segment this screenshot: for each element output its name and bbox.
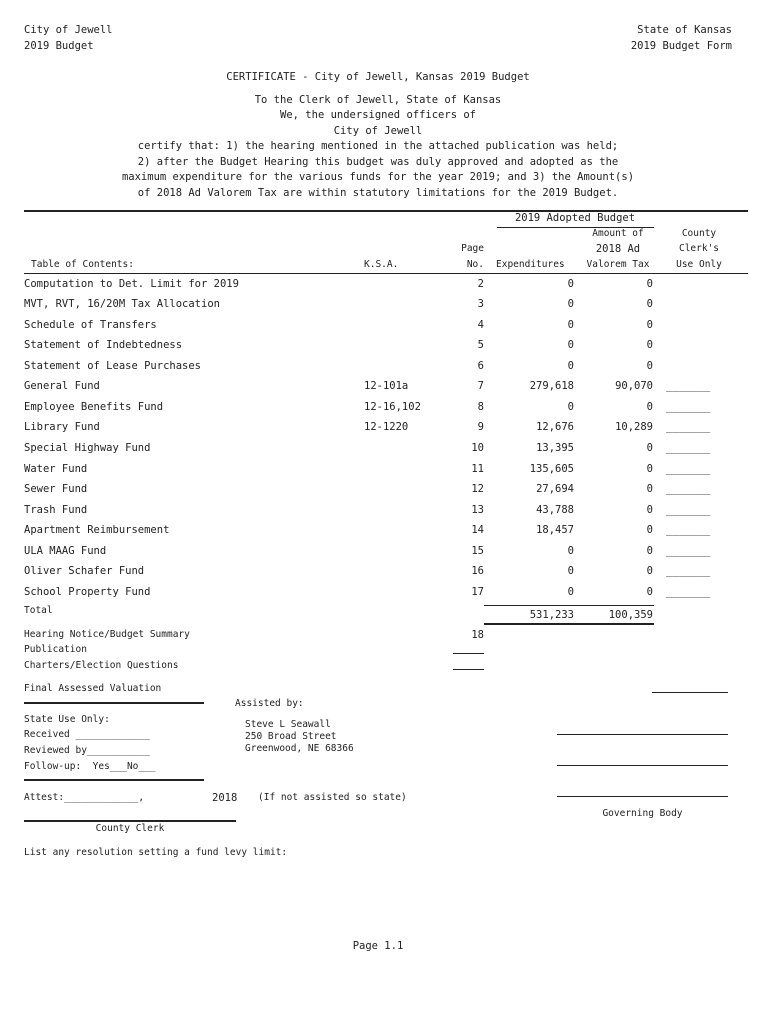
row-tax: 0 — [646, 360, 653, 372]
total-tax: 100,359 — [608, 609, 653, 621]
col-tax-header: Amount of — [592, 228, 644, 239]
row-exp: 0 — [567, 319, 574, 331]
attest-note: (If not assisted so state) — [258, 792, 407, 803]
county-clerk-rule — [24, 820, 236, 822]
certificate-title: CERTIFICATE - City of Jewell, Kansas 2019 Budget — [226, 71, 530, 83]
followup-field[interactable]: Follow-up: Yes___No___ — [24, 761, 156, 772]
county-clerk-label: County Clerk — [95, 823, 165, 834]
row-tax: 0 — [646, 401, 653, 413]
assistant-address2: Greenwood, NE 68366 — [245, 743, 354, 754]
row-clerk: _______ — [666, 524, 711, 536]
certificate-line: maximum expenditure for the various funds for the year 2019; and 3) the Amount(s) — [121, 171, 635, 183]
hearing-notice-label: Hearing Notice/Budget Summary — [24, 629, 190, 640]
row-clerk: _______ — [666, 504, 711, 516]
col-page-header: No. — [466, 259, 484, 270]
row-page: 8 — [477, 401, 484, 413]
row-tax: 0 — [646, 463, 653, 475]
row-clerk: _______ — [666, 442, 711, 454]
row-page: 3 — [477, 298, 484, 310]
row-exp: 0 — [567, 586, 574, 598]
col-county-header: Use Only — [676, 259, 722, 270]
row-tax: 0 — [646, 545, 653, 557]
received-field[interactable]: Received _____________ — [24, 729, 150, 740]
certificate-line: City of Jewell — [333, 125, 423, 137]
row-clerk: _______ — [666, 401, 711, 413]
row-exp: 27,694 — [536, 483, 574, 495]
row-clerk: _______ — [666, 421, 711, 433]
table-row — [0, 381, 770, 395]
table-row — [0, 340, 770, 354]
col-page-header: Page — [461, 243, 484, 254]
row-ksa: 12-101a — [364, 380, 409, 392]
row-exp: 0 — [567, 545, 574, 557]
row-name: Special Highway Fund — [24, 442, 151, 454]
table-row — [0, 464, 770, 478]
row-tax: 0 — [646, 319, 653, 331]
header-city: City of Jewell — [24, 24, 113, 36]
header-budget-year: 2019 Budget — [24, 40, 94, 52]
row-page: 10 — [471, 442, 484, 454]
row-clerk: _______ — [666, 565, 711, 577]
col-tax-header: 2018 Ad — [595, 243, 641, 255]
row-name: Sewer Fund — [24, 483, 88, 495]
row-ksa: 12-16,102 — [364, 401, 421, 413]
table-row — [0, 299, 770, 313]
row-name: ULA MAAG Fund — [24, 545, 107, 557]
table-row — [0, 505, 770, 519]
certificate-line: To the Clerk of Jewell, State of Kansas — [254, 94, 502, 106]
table-row — [0, 402, 770, 416]
row-exp: 0 — [567, 401, 574, 413]
row-tax: 0 — [646, 442, 653, 454]
row-tax: 0 — [646, 483, 653, 495]
row-name: Oliver Schafer Fund — [24, 565, 145, 577]
table-row — [0, 566, 770, 580]
row-page: 13 — [471, 504, 484, 516]
row-clerk: _______ — [666, 483, 711, 495]
total-top-rule — [484, 605, 654, 606]
charters-blank[interactable] — [453, 669, 484, 670]
table-row — [0, 361, 770, 375]
certificate-line: 2) after the Budget Hearing this budget was duly approved and adopted as the — [137, 156, 619, 168]
attest-year: 2018 — [212, 792, 238, 804]
assistant-address1: 250 Broad Street — [245, 731, 337, 742]
reviewed-field[interactable]: Reviewed by___________ — [24, 745, 150, 756]
table-row — [0, 546, 770, 560]
state-use-title: State Use Only: — [24, 714, 110, 725]
certificate-line: We, the undersigned officers of — [280, 109, 476, 121]
row-name: Water Fund — [24, 463, 88, 475]
total-label: Total — [24, 605, 53, 616]
row-tax: 0 — [646, 565, 653, 577]
row-clerk: _______ — [666, 380, 711, 392]
row-tax: 0 — [646, 504, 653, 516]
governing-signature-line[interactable] — [557, 734, 728, 735]
page-number: Page 1.1 — [352, 940, 404, 952]
row-page: 12 — [471, 483, 484, 495]
col-county-header: County — [681, 228, 717, 239]
row-exp: 0 — [567, 278, 574, 290]
row-name: Schedule of Transfers — [24, 319, 157, 331]
row-name: MVT, RVT, 16/20M Tax Allocation — [24, 298, 220, 310]
row-exp: 0 — [567, 339, 574, 351]
charters-label: Charters/Election Questions — [24, 660, 179, 671]
resolution-label: List any resolution setting a fund levy limit: — [24, 847, 288, 858]
row-ksa: 12-1220 — [364, 421, 409, 433]
table-row — [0, 443, 770, 457]
col-county-header: Clerk's — [678, 243, 720, 254]
col-ksa-header: K.S.A. — [364, 259, 399, 270]
governing-signature-line[interactable] — [557, 796, 728, 797]
table-row — [0, 422, 770, 436]
table-row — [0, 484, 770, 498]
row-page: 11 — [471, 463, 484, 475]
row-tax: 90,070 — [615, 380, 653, 392]
assistant-name: Steve L Seawall — [245, 719, 331, 730]
state-use-bottom-rule — [24, 779, 204, 781]
certificate-line: of 2018 Ad Valorem Tax are within statutory limitations for the 2019 Budget. — [137, 187, 619, 199]
publication-blank[interactable] — [453, 653, 484, 654]
col-toc-header: Table of Contents: — [31, 259, 134, 270]
row-name: Library Fund — [24, 421, 100, 433]
table-top-rule — [24, 210, 748, 212]
row-clerk: _______ — [666, 545, 711, 557]
row-name: Statement of Indebtedness — [24, 339, 183, 351]
governing-body-label: Governing Body — [602, 808, 683, 819]
row-exp: 0 — [567, 360, 574, 372]
row-tax: 0 — [646, 339, 653, 351]
final-valuation-blank[interactable] — [652, 692, 728, 693]
row-clerk: _______ — [666, 463, 711, 475]
row-clerk: _______ — [666, 586, 711, 598]
row-tax: 10,289 — [615, 421, 653, 433]
table-row — [0, 587, 770, 601]
table-row — [0, 525, 770, 539]
row-tax: 0 — [646, 524, 653, 536]
row-exp: 0 — [567, 298, 574, 310]
adopted-budget-header: 2019 Adopted Budget — [514, 212, 636, 224]
row-page: 5 — [477, 339, 484, 351]
row-exp: 18,457 — [536, 524, 574, 536]
row-name: Apartment Reimbursement — [24, 524, 170, 536]
row-name: Statement of Lease Purchases — [24, 360, 202, 372]
row-page: 15 — [471, 545, 484, 557]
row-page: 16 — [471, 565, 484, 577]
row-tax: 0 — [646, 298, 653, 310]
row-exp: 279,618 — [529, 380, 574, 392]
row-exp: 13,395 — [536, 442, 574, 454]
col-exp-header: Expenditures — [496, 259, 565, 270]
row-page: 14 — [471, 524, 484, 536]
state-use-top-rule — [24, 702, 204, 704]
row-name: Employee Benefits Fund — [24, 401, 164, 413]
assisted-by-label: Assisted by: — [235, 698, 304, 709]
row-tax: 0 — [646, 586, 653, 598]
row-page: 9 — [477, 421, 484, 433]
row-exp: 0 — [567, 565, 574, 577]
row-name: General Fund — [24, 380, 100, 392]
certificate-line: certify that: 1) the hearing mentioned in the attached publication was held; — [137, 140, 619, 152]
row-name: Computation to Det. Limit for 2019 — [24, 278, 239, 290]
row-page: 6 — [477, 360, 484, 372]
publication-label: Publication — [24, 644, 87, 655]
attest-field[interactable]: Attest:_____________, — [24, 792, 145, 803]
row-page: 4 — [477, 319, 484, 331]
row-exp: 43,788 — [536, 504, 574, 516]
col-tax-header: Valorem Tax — [586, 259, 650, 270]
table-row — [0, 320, 770, 334]
governing-signature-line[interactable] — [557, 765, 728, 766]
header-state: State of Kansas — [637, 24, 732, 36]
total-expenditures: 531,233 — [529, 609, 574, 621]
row-page: 17 — [471, 586, 484, 598]
final-valuation-label: Final Assessed Valuation — [24, 683, 162, 694]
row-exp: 135,605 — [529, 463, 574, 475]
row-page: 7 — [477, 380, 484, 392]
row-name: Trash Fund — [24, 504, 88, 516]
hearing-notice-page: 18 — [471, 629, 484, 641]
row-exp: 12,676 — [536, 421, 574, 433]
table-header-rule — [24, 273, 748, 274]
table-row — [0, 279, 770, 293]
row-page: 2 — [477, 278, 484, 290]
header-form: 2019 Budget Form — [630, 40, 732, 52]
row-name: School Property Fund — [24, 586, 151, 598]
row-tax: 0 — [646, 278, 653, 290]
total-bottom-rule — [484, 623, 654, 625]
